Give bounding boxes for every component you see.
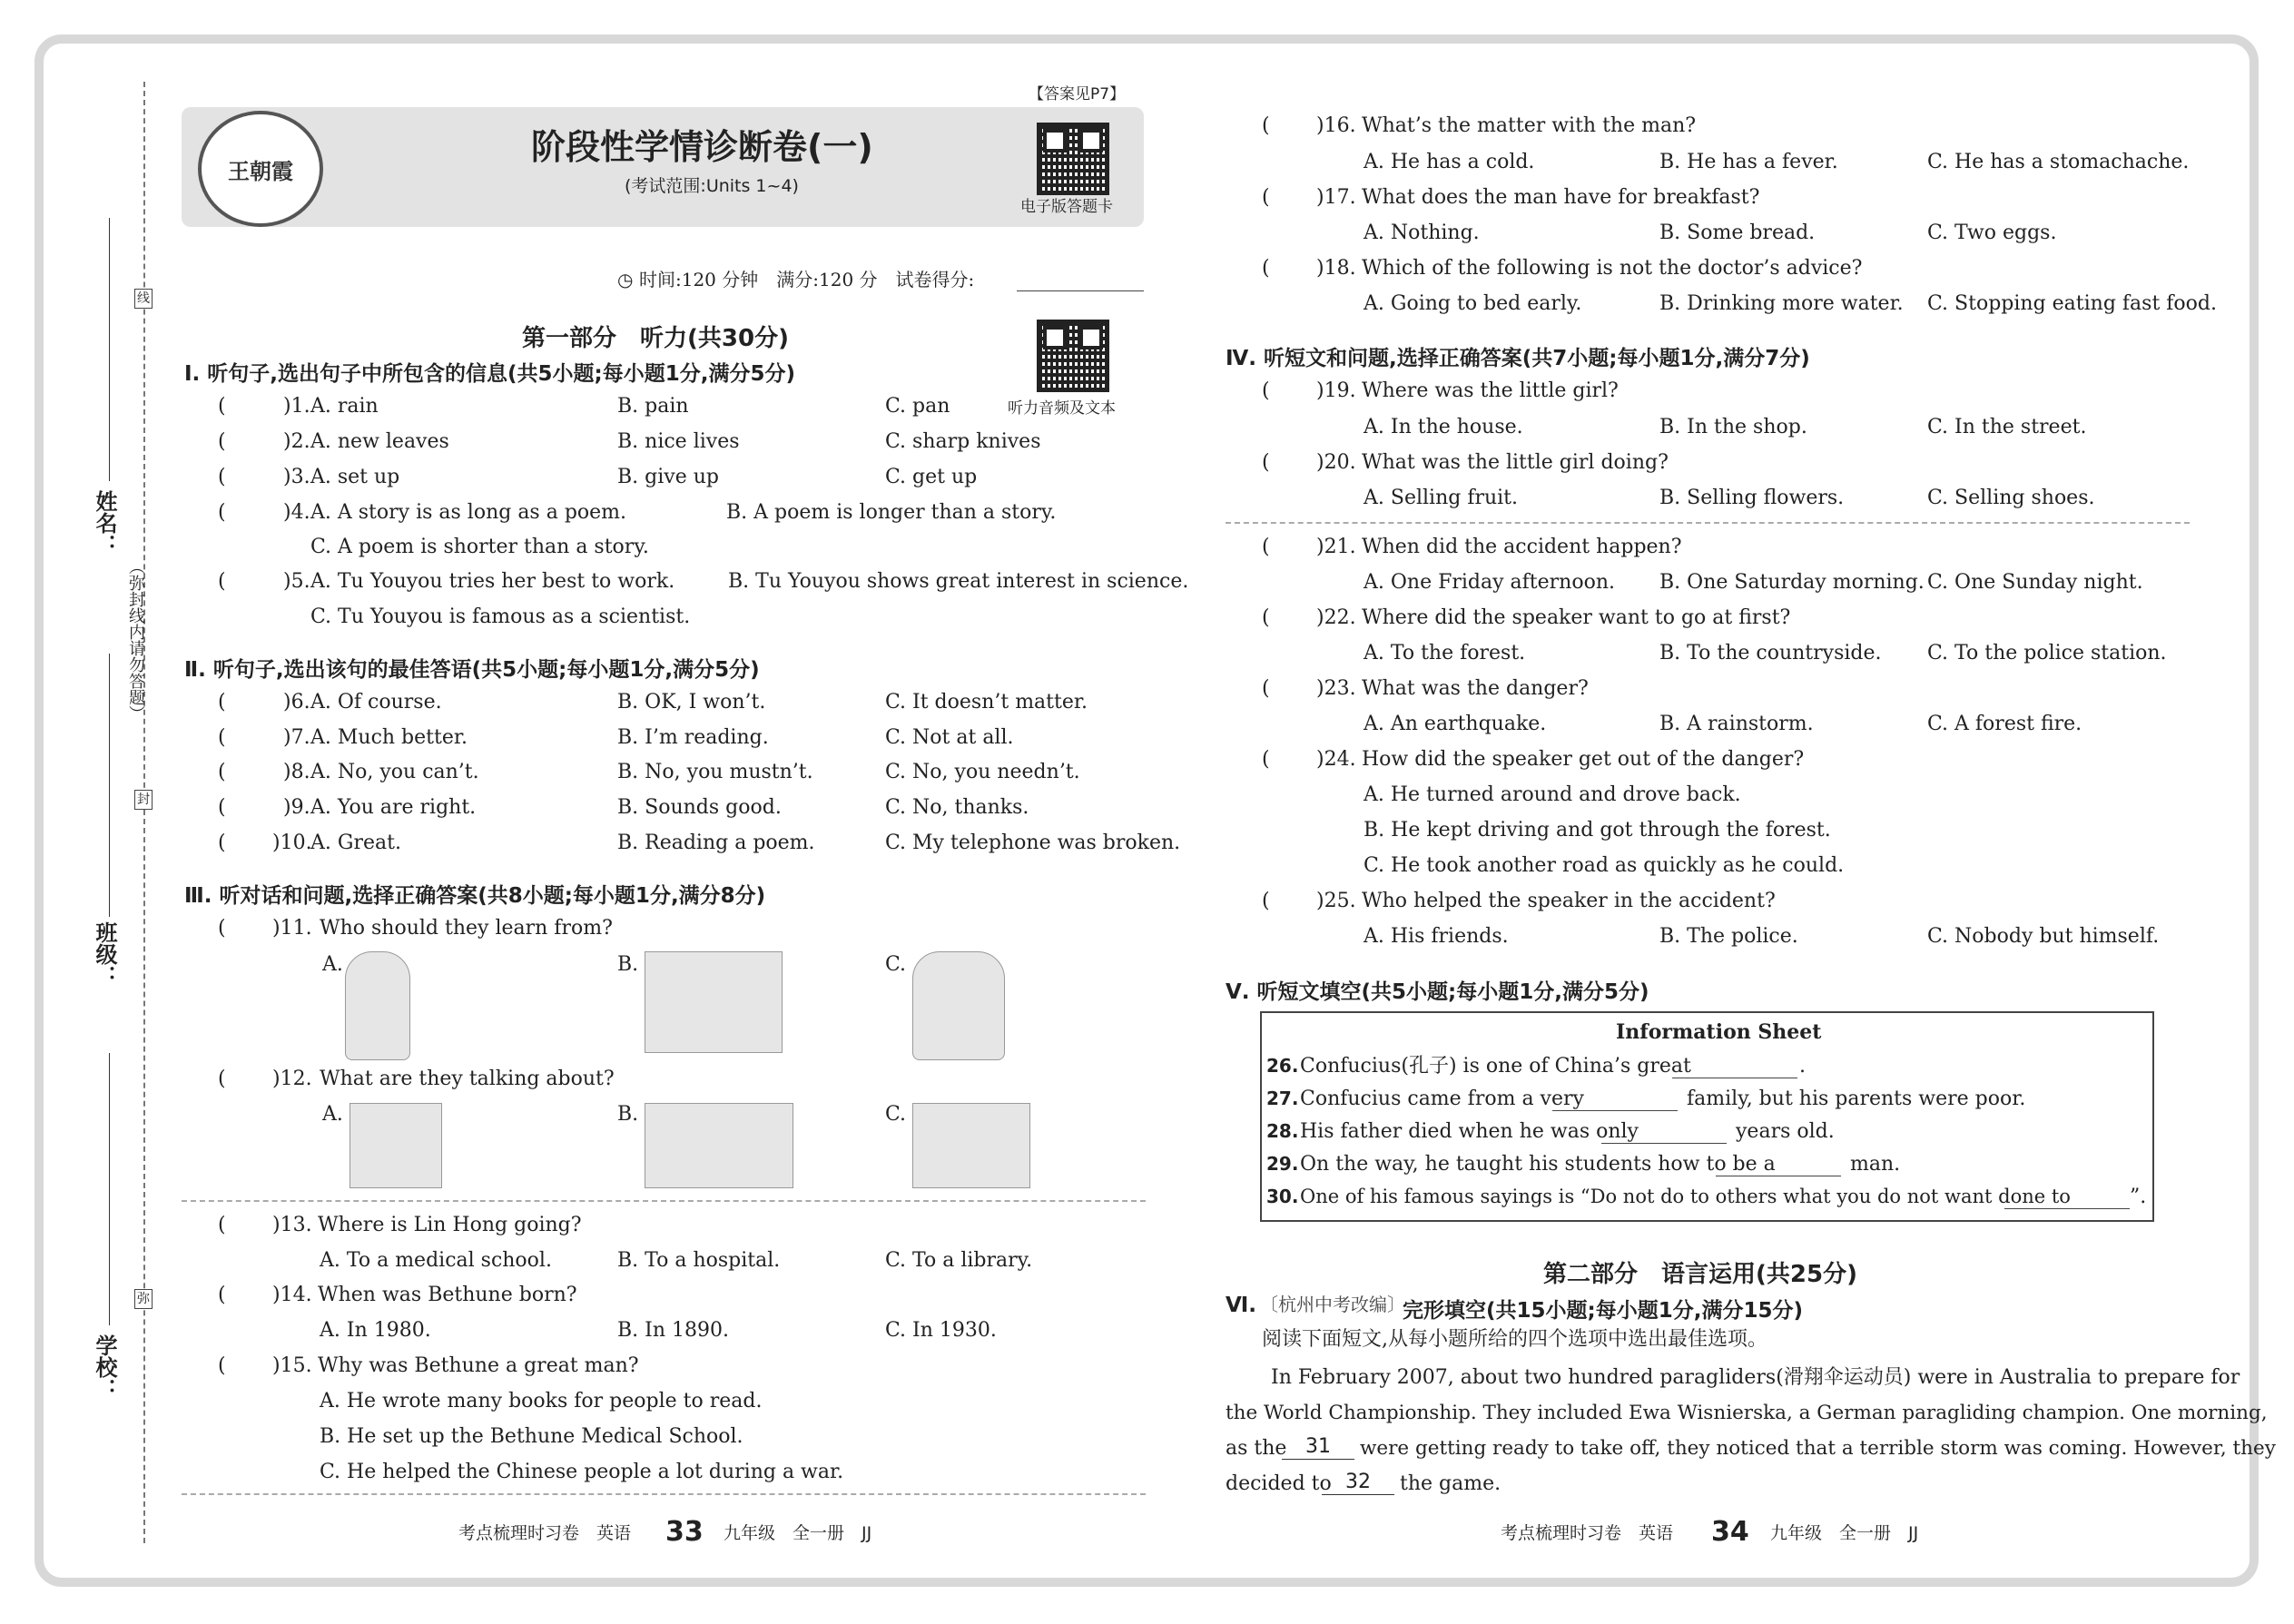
- seal-mark-feng: 封: [134, 790, 153, 810]
- footer-left-text: 考点梳理时习卷 英语: [458, 1523, 632, 1543]
- answer-paren[interactable]: (: [218, 1068, 226, 1090]
- divider: [1226, 522, 2190, 524]
- info-30-num: 30.: [1266, 1186, 1299, 1207]
- passage-line-4-start: decided to: [1226, 1472, 1332, 1495]
- q12-option-c[interactable]: C.: [885, 1103, 907, 1126]
- q7-option-b[interactable]: B. I’m reading.: [617, 726, 769, 749]
- q15-option-b[interactable]: B. He set up the Bethune Medical School.: [320, 1425, 743, 1448]
- answer-paren[interactable]: (: [1262, 257, 1270, 280]
- answer-paren[interactable]: (: [1262, 379, 1270, 402]
- q7-option-a[interactable]: A. Much better.: [310, 726, 468, 749]
- q15-option-c[interactable]: C. He helped the Chinese people a lot during a war.: [320, 1461, 844, 1483]
- q12-picture-b[interactable]: [645, 1103, 793, 1188]
- q11-num: )11.: [272, 917, 312, 940]
- seal-mark-mi: 弥: [134, 1289, 153, 1309]
- q3-option-c[interactable]: C. get up: [885, 466, 978, 488]
- blank-27[interactable]: [1552, 1110, 1678, 1111]
- q20-option-b[interactable]: B. Selling flowers.: [1659, 487, 1845, 509]
- part1-title: 第一部分 听力(共30分): [522, 325, 789, 352]
- q19-option-a[interactable]: A. In the house.: [1364, 416, 1523, 438]
- q25-option-a[interactable]: A. His friends.: [1364, 925, 1509, 948]
- page-title: 阶段性学情诊断卷(一): [531, 127, 873, 167]
- q14-num: )14.: [272, 1284, 312, 1306]
- footer-right-text: 考点梳理时习卷 英语: [1501, 1523, 1674, 1543]
- q12-stem: What are they talking about?: [320, 1068, 615, 1090]
- q17-stem: What does the man have for breakfast?: [1362, 186, 1760, 209]
- answer-paren[interactable]: (: [218, 917, 226, 940]
- q25-stem: Who helped the speaker in the accident?: [1362, 890, 1776, 912]
- q8-option-a[interactable]: A. No, you can’t.: [310, 761, 479, 783]
- brand-logo: 王朝霞: [198, 111, 323, 227]
- q11-picture-c[interactable]: [912, 951, 1005, 1060]
- q1-option-a[interactable]: A. rain: [310, 395, 379, 418]
- q19-num: )19.: [1316, 379, 1356, 402]
- q7-num: )7.: [283, 726, 310, 749]
- q23-stem: What was the danger?: [1362, 677, 1589, 700]
- q10-option-b[interactable]: B. Reading a poem.: [617, 832, 815, 854]
- section-1-heading: Ⅰ. 听句子,选出句子中所包含的信息(共5小题;每小题1分,满分5分): [184, 362, 796, 386]
- q18-option-b[interactable]: B. Drinking more water.: [1659, 292, 1904, 315]
- info-28-num: 28.: [1266, 1120, 1299, 1142]
- q15-stem: Why was Bethune a great man?: [318, 1354, 639, 1377]
- q5-num: )5.: [283, 570, 310, 593]
- q6-option-c[interactable]: C. It doesn’t matter.: [885, 691, 1088, 714]
- q20-stem: What was the little girl doing?: [1362, 451, 1669, 474]
- info-29-text: On the way, he taught his students how to be a: [1300, 1153, 1776, 1176]
- q2-option-c[interactable]: C. sharp knives: [885, 430, 1041, 453]
- q2-num: )2.: [283, 430, 310, 453]
- q22-num: )22.: [1316, 606, 1356, 629]
- q8-num: )8.: [283, 761, 310, 783]
- q10-option-a[interactable]: A. Great.: [310, 832, 401, 854]
- q16-num: )16.: [1316, 114, 1356, 137]
- section-6-source: 〔杭州中考改编〕: [1260, 1294, 1405, 1315]
- class-label: 班级：: [92, 921, 117, 987]
- q23-option-b[interactable]: B. A rainstorm.: [1659, 713, 1814, 735]
- q3-option-a[interactable]: A. set up: [310, 466, 400, 488]
- name-line: [109, 218, 110, 481]
- q1-option-c[interactable]: C. pan: [885, 395, 950, 418]
- info-27-end: family, but his parents were poor.: [1687, 1088, 2026, 1110]
- q4-num: )4.: [283, 501, 310, 524]
- page-number-left: 33: [665, 1516, 704, 1548]
- school-label: 学校：: [92, 1334, 117, 1400]
- q4-option-b[interactable]: B. A poem is longer than a story.: [726, 501, 1057, 524]
- q8-option-c[interactable]: C. No, you needn’t.: [885, 761, 1080, 783]
- q6-option-a[interactable]: A. Of course.: [310, 691, 442, 714]
- q22-stem: Where did the speaker want to go at first?: [1362, 606, 1791, 629]
- q25-option-c[interactable]: C. Nobody but himself.: [1927, 925, 2160, 948]
- answer-paren[interactable]: (: [1262, 677, 1270, 700]
- q23-option-c[interactable]: C. A forest fire.: [1927, 713, 2082, 735]
- q15-num: )15.: [272, 1354, 312, 1377]
- school-line: [109, 1053, 110, 1325]
- q10-option-c[interactable]: C. My telephone was broken.: [885, 832, 1181, 854]
- q23-num: )23.: [1316, 677, 1356, 700]
- q11-picture-b[interactable]: [645, 951, 783, 1053]
- cloze-instruction: 阅读下面短文,从每小题所给的四个选项中选出最佳选项。: [1262, 1328, 1767, 1351]
- q14-option-b[interactable]: B. In 1890.: [617, 1319, 729, 1342]
- divider: [182, 1200, 1146, 1202]
- info-29-end: man.: [1850, 1153, 1901, 1176]
- q12-picture-c[interactable]: [912, 1103, 1030, 1188]
- q1-num: )1.: [283, 395, 310, 418]
- q9-option-c[interactable]: C. No, thanks.: [885, 796, 1029, 819]
- q21-option-c[interactable]: C. One Sunday night.: [1927, 571, 2143, 594]
- q10-num: )10.: [272, 832, 312, 854]
- answer-paren[interactable]: (: [218, 466, 226, 488]
- section-6-heading: 完形填空(共15小题;每小题1分,满分15分): [1403, 1299, 1803, 1323]
- q2-option-b[interactable]: B. nice lives: [617, 430, 740, 453]
- info-26-num: 26.: [1266, 1055, 1299, 1077]
- q4-option-c[interactable]: C. A poem is shorter than a story.: [310, 536, 649, 558]
- q24-option-c[interactable]: C. He took another road as quickly as he could.: [1364, 854, 1845, 877]
- answer-paren[interactable]: (: [218, 1284, 226, 1306]
- info-29-num: 29.: [1266, 1153, 1299, 1175]
- qr-answer-card-label: 电子版答题卡: [1020, 198, 1113, 216]
- answer-paren[interactable]: (: [218, 570, 226, 593]
- q16-option-c[interactable]: C. He has a stomachache.: [1927, 151, 2190, 173]
- q13-stem: Where is Lin Hong going?: [318, 1214, 582, 1236]
- q14-option-c[interactable]: C. In 1930.: [885, 1319, 997, 1342]
- q13-option-b[interactable]: B. To a hospital.: [617, 1249, 781, 1272]
- q9-option-b[interactable]: B. Sounds good.: [617, 796, 782, 819]
- passage-line-4-end: the game.: [1400, 1472, 1501, 1495]
- page-number-right: 34: [1711, 1516, 1749, 1548]
- q5-option-b[interactable]: B. Tu Youyou shows great interest in science.: [728, 570, 1189, 593]
- info-27-num: 27.: [1266, 1088, 1299, 1109]
- q2-option-a[interactable]: A. new leaves: [310, 430, 449, 453]
- q23-option-a[interactable]: A. An earthquake.: [1364, 713, 1547, 735]
- footer-left-grade: 九年级 全一册 JJ: [724, 1523, 872, 1543]
- cloze-blank-32[interactable]: 32: [1322, 1471, 1394, 1495]
- score-blank[interactable]: [1017, 290, 1144, 291]
- qr-code-audio[interactable]: [1037, 320, 1109, 392]
- q24-stem: How did the speaker get out of the danger?: [1362, 748, 1805, 771]
- q16-option-a[interactable]: A. He has a cold.: [1364, 151, 1535, 173]
- q22-option-c[interactable]: C. To the police station.: [1927, 642, 2167, 664]
- info-26-end: .: [1799, 1055, 1806, 1078]
- section-5-heading: Ⅴ. 听短文填空(共5小题;每小题1分,满分5分): [1226, 980, 1649, 1004]
- q5-option-c[interactable]: C. Tu Youyou is famous as a scientist.: [310, 605, 691, 628]
- q3-num: )3.: [283, 466, 310, 488]
- qr-code-answer-card[interactable]: [1037, 123, 1109, 195]
- answer-paren[interactable]: (: [1262, 890, 1270, 912]
- q6-num: )6.: [283, 691, 310, 714]
- q17-option-a[interactable]: A. Nothing.: [1364, 221, 1480, 244]
- answer-paren[interactable]: (: [218, 726, 226, 749]
- q20-option-c[interactable]: C. Selling shoes.: [1927, 487, 2095, 509]
- footer-right-grade: 九年级 全一册 JJ: [1770, 1523, 1919, 1543]
- q19-stem: Where was the little girl?: [1362, 379, 1619, 402]
- section-3-heading: Ⅲ. 听对话和问题,选择正确答案(共8小题;每小题1分,满分8分): [184, 884, 766, 908]
- answer-paren[interactable]: (: [218, 691, 226, 714]
- q7-option-c[interactable]: C. Not at all.: [885, 726, 1014, 749]
- answer-paren[interactable]: (: [1262, 114, 1270, 137]
- divider: [182, 1493, 1146, 1495]
- class-line: [109, 654, 110, 917]
- q16-stem: What’s the matter with the man?: [1362, 114, 1697, 137]
- q9-option-a[interactable]: A. You are right.: [310, 796, 477, 819]
- q21-option-a[interactable]: A. One Friday afternoon.: [1364, 571, 1615, 594]
- q17-option-b[interactable]: B. Some bread.: [1659, 221, 1816, 244]
- passage-line-2: the World Championship. They included Ewa Wisnierska, a German paragliding champion. One morning,: [1226, 1402, 2268, 1424]
- q11-option-c[interactable]: C.: [885, 953, 907, 976]
- answer-paren[interactable]: (: [1262, 606, 1270, 629]
- answer-paren[interactable]: (: [218, 1354, 226, 1377]
- q19-option-b[interactable]: B. In the shop.: [1659, 416, 1807, 438]
- q1-option-b[interactable]: B. pain: [617, 395, 689, 418]
- q3-option-b[interactable]: B. give up: [617, 466, 719, 488]
- q12-num: )12.: [272, 1068, 312, 1090]
- answer-paren[interactable]: (: [218, 395, 226, 418]
- clock-icon: ◷: [617, 269, 634, 290]
- answer-paren[interactable]: (: [218, 501, 226, 524]
- q20-option-a[interactable]: A. Selling fruit.: [1364, 487, 1519, 509]
- q18-stem: Which of the following is not the doctor’s advice?: [1362, 257, 1863, 280]
- q14-option-a[interactable]: A. In 1980.: [320, 1319, 431, 1342]
- q11-option-a[interactable]: A.: [322, 953, 343, 976]
- answer-paren[interactable]: (: [218, 1214, 226, 1236]
- passage-line-1: In February 2007, about two hundred paragliders(滑翔伞运动员) were in Australia to prepare for: [1271, 1366, 2240, 1389]
- answer-paren[interactable]: (: [218, 430, 226, 453]
- part2-title: 第二部分 语言运用(共25分): [1543, 1261, 1857, 1288]
- answer-paren[interactable]: (: [218, 832, 226, 854]
- info-title: Information Sheet: [1616, 1020, 1822, 1044]
- info-28-text: His father died when he was only: [1300, 1120, 1639, 1143]
- q25-option-b[interactable]: B. The police.: [1659, 925, 1798, 948]
- q25-num: )25.: [1316, 890, 1356, 912]
- q22-option-b[interactable]: B. To the countryside.: [1659, 642, 1882, 664]
- cloze-blank-31[interactable]: 31: [1282, 1435, 1354, 1460]
- q12-option-a[interactable]: A.: [322, 1103, 343, 1126]
- exam-meta: 时间:120 分钟 满分:120 分 试卷得分:: [639, 269, 975, 290]
- q6-option-b[interactable]: B. OK, I won’t.: [617, 691, 766, 714]
- q18-option-a[interactable]: A. Going to bed early.: [1364, 292, 1582, 315]
- answer-paren[interactable]: (: [1262, 186, 1270, 209]
- blank-30[interactable]: [2004, 1208, 2130, 1209]
- q9-num: )9.: [283, 796, 310, 819]
- section-2-heading: Ⅱ. 听句子,选出该句的最佳答语(共5小题;每小题1分,满分5分): [184, 658, 760, 682]
- q22-option-a[interactable]: A. To the forest.: [1364, 642, 1526, 664]
- q17-option-c[interactable]: C. Two eggs.: [1927, 221, 2057, 244]
- answer-paren[interactable]: (: [218, 796, 226, 819]
- passage-line-3-start: as the: [1226, 1437, 1287, 1460]
- q13-option-a[interactable]: A. To a medical school.: [320, 1249, 552, 1272]
- q15-option-a[interactable]: A. He wrote many books for people to read.: [320, 1390, 763, 1412]
- q17-num: )17.: [1316, 186, 1356, 209]
- q18-option-c[interactable]: C. Stopping eating fast food.: [1927, 292, 2217, 315]
- answer-paren[interactable]: (: [1262, 536, 1270, 558]
- q11-option-b[interactable]: B.: [617, 953, 639, 976]
- q11-picture-a[interactable]: [345, 951, 410, 1060]
- q11-stem: Who should they learn from?: [320, 917, 613, 940]
- q13-option-c[interactable]: C. To a library.: [885, 1249, 1033, 1272]
- answer-paren[interactable]: (: [1262, 748, 1270, 771]
- section-4-heading: Ⅳ. 听短文和问题,选择正确答案(共7小题;每小题1分,满分7分): [1226, 347, 1810, 370]
- q12-option-b[interactable]: B.: [617, 1103, 639, 1126]
- blank-28[interactable]: [1601, 1143, 1727, 1144]
- answer-paren[interactable]: (: [218, 761, 226, 783]
- q16-option-b[interactable]: B. He has a fever.: [1659, 151, 1838, 173]
- seal-mark-xian: 线: [134, 289, 153, 309]
- q4-option-a[interactable]: A. A story is as long as a poem.: [310, 501, 627, 524]
- q21-num: )21.: [1316, 536, 1356, 558]
- q21-option-b[interactable]: B. One Saturday morning.: [1659, 571, 1925, 594]
- info-26-text: Confucius(孔子) is one of China’s great: [1300, 1055, 1691, 1078]
- qr-audio-label: 听力音频及文本: [1008, 399, 1116, 418]
- exam-scope: (考试范围:Units 1~4): [625, 176, 799, 196]
- q18-num: )18.: [1316, 257, 1356, 280]
- info-30-end: ”.: [2130, 1186, 2147, 1208]
- q19-option-c[interactable]: C. In the street.: [1927, 416, 2087, 438]
- answer-paren[interactable]: (: [1262, 451, 1270, 474]
- q12-picture-a[interactable]: [350, 1103, 442, 1188]
- q13-num: )13.: [272, 1214, 312, 1236]
- info-27-text: Confucius came from a very: [1300, 1088, 1584, 1110]
- answer-reference: 【答案见P7】: [1029, 85, 1126, 103]
- q24-option-a[interactable]: A. He turned around and drove back.: [1364, 783, 1741, 806]
- q20-num: )20.: [1316, 451, 1356, 474]
- q8-option-b[interactable]: B. No, you mustn’t.: [617, 761, 813, 783]
- q24-num: )24.: [1316, 748, 1356, 771]
- info-30-text: One of his famous sayings is “Do not do to others what you do not want done to: [1300, 1186, 2071, 1207]
- section-6-pre: Ⅵ.: [1226, 1294, 1257, 1317]
- q21-stem: When did the accident happen?: [1362, 536, 1682, 558]
- q24-option-b[interactable]: B. He kept driving and got through the forest.: [1364, 819, 1831, 842]
- q5-option-a[interactable]: A. Tu Youyou tries her best to work.: [310, 570, 675, 593]
- seal-note: （弥封线内请勿答题）: [126, 558, 145, 722]
- passage-line-3-end: were getting ready to take off, they noticed that a terrible storm was coming. However, they: [1360, 1437, 2276, 1460]
- name-label: 姓名：: [92, 490, 117, 556]
- info-28-end: years old.: [1736, 1120, 1835, 1143]
- q14-stem: When was Bethune born?: [318, 1284, 577, 1306]
